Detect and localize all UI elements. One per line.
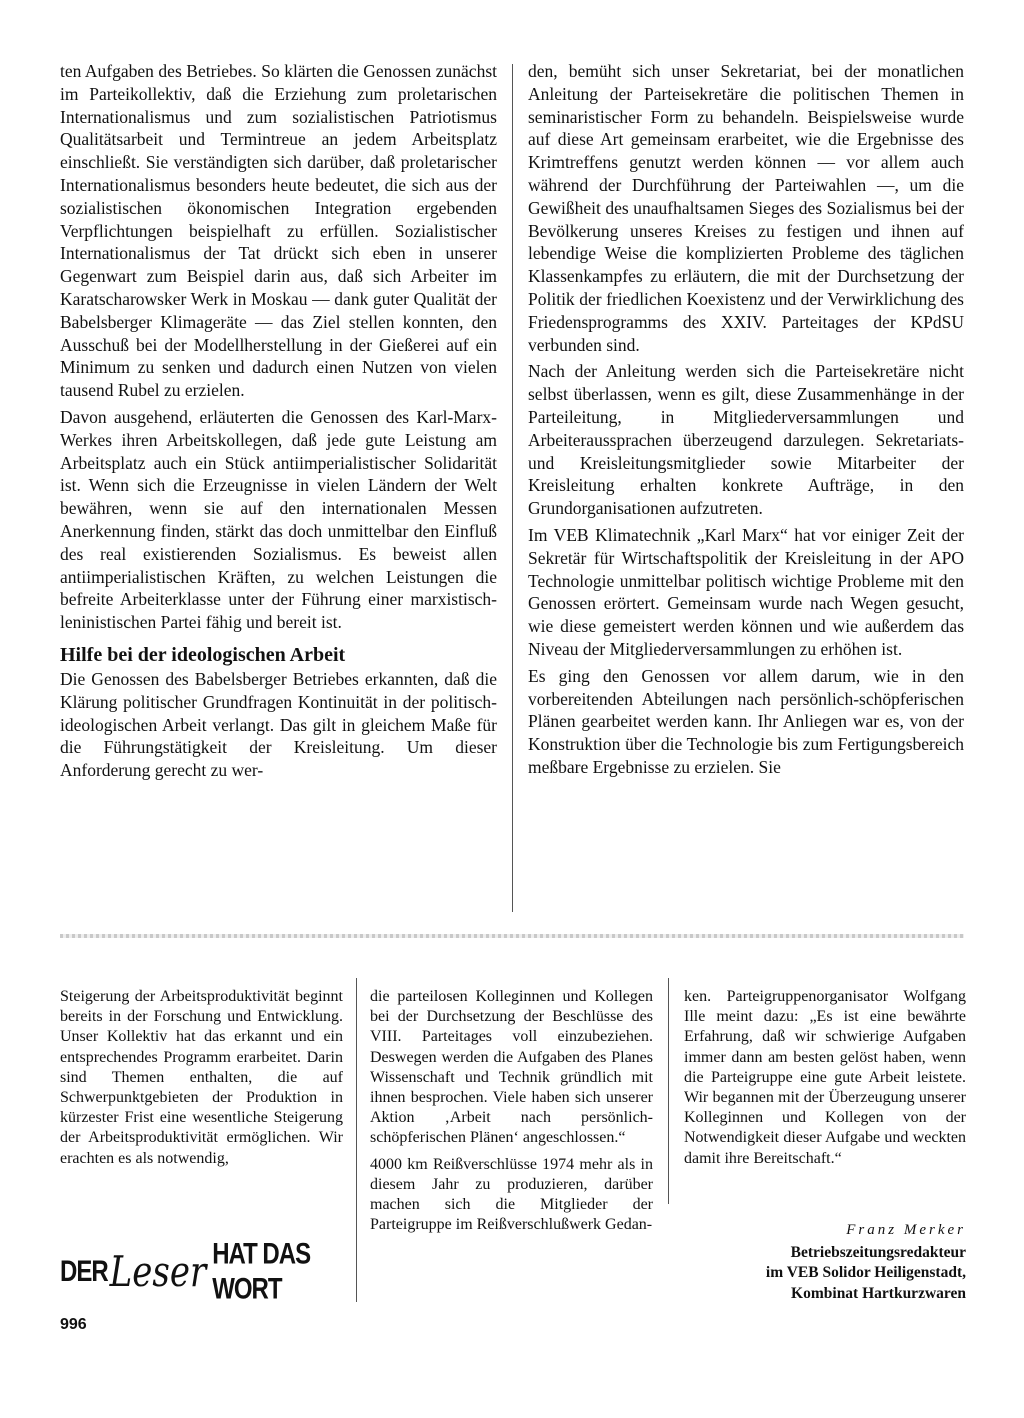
page-number: 996 [60, 1316, 87, 1333]
paragraph: ken. Parteigruppenorganisator Wolfgang Ille meint dazu: „Es ist eine bewährte Erfahrung, daß wir schwierige Aufgaben immer dann am besten gelöst haben, wenn die Parteigruppe eine gute Arbeit leistete. Wir begannen mit der Überzeugung unserer Kolleginnen und Kollegen von der Notwendigkeit dieser Aufgabe und weckten damit ihre Bereitschaft.“ [684, 988, 966, 1167]
reader-column-2 [370, 987, 653, 1235]
author-affiliation: im VEB Solidor Heiligenstadt, [765, 1264, 966, 1281]
section-separator [60, 934, 964, 938]
paragraph: den, bemüht sich unser Sekretariat, bei der monatlichen Anleitung der Parteisekretäre die politischen Themen in seminaristischer Form zu behandeln. Beispielsweise wurde auf diese Art gemeinsam erarbeitet, wie die Ergebnisse des Krimtreffens genutzt werden können — vor allem auch während der Durchführung der Parteiwahlen —, um die Gewißheit des unaufhaltsamen Sieges des Sozialismus bei der Bevölkerung unseres Kreises zu festigen und ihnen auf lebendige Weise die komplizierten Probleme des täglichen Klassenkampfes zu erläutern, die mit der Durchsetzung der Politik der friedlichen Koexistenz und der Verwirklichung des Friedensprogramms des XXIV. Parteitages der KPdSU verbunden sind. [528, 61, 964, 355]
column-divider [356, 978, 357, 1302]
paragraph: die parteilosen Kolleginnen und Kollegen bei der Durchsetzung der Beschlüsse des VIII. Parteitages voll einzubeziehen. Deswegen werden die Aufgaben des Planes Wissenschaft und Technik gründlich mit ihnen besprochen. Viele haben sich unserer Aktion ‚Arbeit nach persönlich-schöpferischen Plänen‘ angeschlossen.“ [370, 988, 653, 1147]
column-divider [668, 978, 669, 1204]
author-role: Betriebszeitungsredakteur [790, 1243, 966, 1261]
paragraph: Davon ausgehend, erläuterten die Genossen des Karl-Marx-Werkes ihren Arbeitskollegen, daß jede gute Leistung am Arbeitsplatz auch ein Stück antiimperialistischer Solidarität ist. Wenn sich die Erzeugnisse in vielen Ländern der Welt bewähren, wenn sie auf den internationalen Messen Anerkennung finden, stärkt das doch unmittelbar den Einfluß des real existierenden Sozialismus. Es beweist allen antiimperialistischen Kräften, zu welchen Leistungen die befreite Arbeiterklasse unter der Führung einer marxistisch-leninistischen Partei fähig und bereit ist. [60, 406, 497, 633]
column-divider [512, 64, 513, 912]
logo-prefix: DER [60, 1254, 108, 1289]
paragraph: ten Aufgaben des Betriebes. So klärten die Genossen zunächst im Parteikollektiv, daß die Erziehung zum proletarischen Internationalismus und zum sozialistischen Patriotismus Qualitätsarbeit und Termintreue an jedem Arbeitsplatz einschließt. Sie verständigten sich darüber, daß proletarischer Internationalismus besonders heute bedeutet, die sich aus der sozialistischen ökonomischen Integration ergebenden Verpflichtungen beispielhaft zu erfüllen. Sozialistischer Internationalismus der Tat drückt sich eben in unserer Gegenwart zum Beispiel darin aus, daß sich Arbeiter im Karatscharowsker Werk in Moskau — dank guter Qualität der Babelsberger Klimageräte — das Ziel stellen konnten, den Ausschuß bei der Modellherstellung in der Gießerei auf ein Minimum zu senken und dadurch einen Nutzen von vielen tausend Rubel zu erzielen. [60, 61, 497, 401]
author-name: Franz Merker [846, 1222, 966, 1238]
paragraph: Die Genossen des Babelsberger Betriebes erkannten, daß die Klärung politischer Grundfragen Kontinuität in der politisch-ideologischen Arbeit verlangt. Das gilt in gleichem Maße für die Führungstätigkeit der Kreisleitung. Um dieser Anforderung gerecht zu wer- [60, 668, 497, 781]
logo-suffix: HAT DAS WORT [212, 1237, 311, 1306]
paragraph: Nach der Anleitung werden sich die Parteisekretäre nicht selbst überlassen, wenn es gilt, diese Zusammenhänge in der Parteileitung, in Mitgliederversammlungen und Arbeiteraussprachen überzeugend darzulegen. Sekretariats- und Kreisleitungsmitglieder sowie Mitarbeiter der Kreisleitung erhalten konkrete Aufträge, in den Grundorganisationen aufzutreten. [528, 361, 964, 519]
article-right-column [528, 60, 964, 779]
author-affiliation-2: Kombinat Hartkurzwaren [791, 1284, 966, 1302]
reader-column-1 [60, 987, 343, 1169]
article-left-column [60, 60, 497, 782]
reader-column-3 [684, 987, 966, 1169]
paragraph: Im VEB Klimatechnik „Karl Marx“ hat vor einiger Zeit der Sekretär für Wirtschaftspolitik der Kreisleitung in der APO Technologie unmittelbar politisch wichtige Probleme mit den Genossen erörtert. Gemeinsam wurde nach Wegen gesucht, wie diese gemeistert werden können und wie außerdem das Niveau der Mitgliederversammlungen zu erhöhen ist. [528, 524, 964, 659]
reader-column-logo [60, 1237, 336, 1306]
paragraph: Es ging den Genossen vor allem darum, wie in den vorbereitenden Abteilungen nach persönlich-schöpferischen Plänen gearbeitet werden kann. Ihr Anliegen war es, von der Konstruktion über die Technologie bis zum Fertigungsbereich meßbare Ergebnisse zu erzielen. Sie [528, 665, 964, 777]
logo-script: Leser [109, 1247, 207, 1297]
section-heading: Hilfe bei der ideologischen Arbeit [60, 643, 346, 666]
paragraph: Steigerung der Arbeitsproduktivität beginnt bereits in der Forschung und Entwicklung. Unser Kollektiv hat das erkannt und ein entsprechendes Programm erarbeitet. Darin sind Themen enthalten, die auf Schwerpunktgebieten der Produktion in kürzester Frist eine wesentliche Steigerung der Arbeitsproduktivität ermöglichen. Wir erachten es als notwendig, [60, 988, 343, 1167]
paragraph: 4000 km Reißverschlüsse 1974 mehr als in diesem Jahr zu produzieren, darüber machen sich die Mitglieder der Parteigruppe im Reißverschlußwerk Gedan- [370, 1155, 653, 1234]
author-signature [684, 1220, 966, 1304]
